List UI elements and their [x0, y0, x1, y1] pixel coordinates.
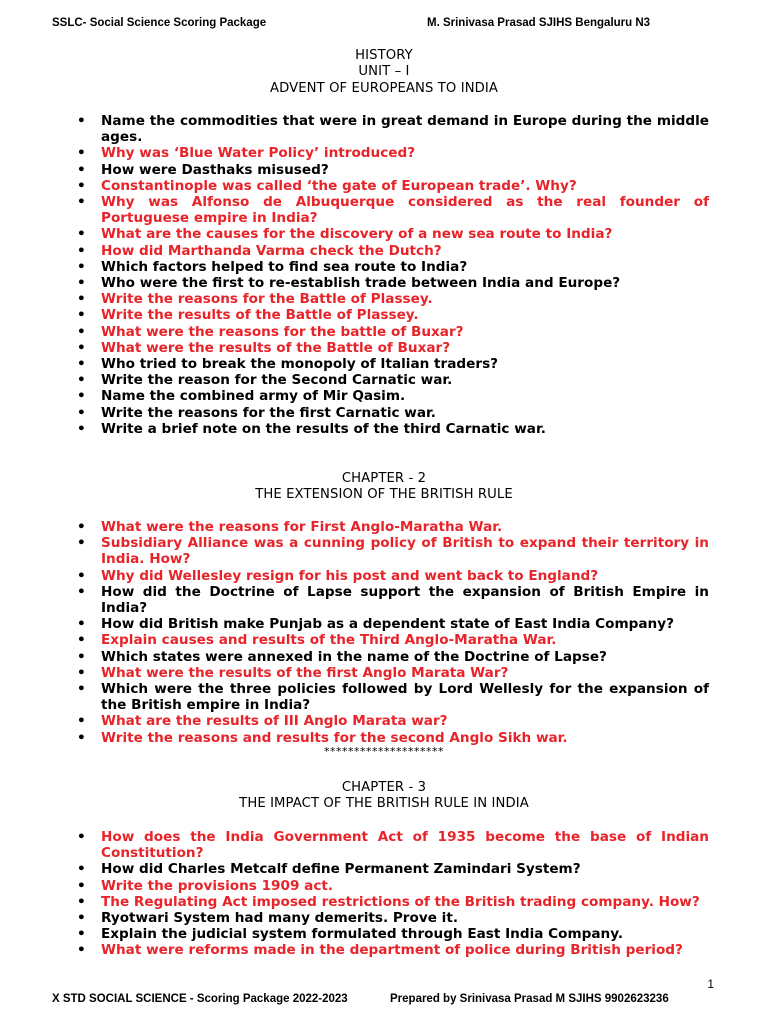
question-item: • Name the combined army of Mir Qasim.	[101, 388, 709, 404]
page-number: 1	[707, 977, 714, 991]
question-item: • How were Dasthaks misused?	[101, 162, 709, 178]
question-item: • What were the results of the first Anglo Marata War?	[101, 665, 709, 681]
chapter2-number: CHAPTER - 2	[341, 471, 427, 486]
history-question-list	[0, 113, 768, 437]
question-item: • Subsidiary Alliance was a cunning policy of British to expand their territory in India. How?	[101, 535, 709, 567]
question-item: • Constantinople was called ‘the gate of European trade’. Why?	[101, 178, 709, 194]
question-item: • Who tried to break the monopoly of Italian traders?	[101, 356, 709, 372]
section-separator: ********************	[324, 745, 444, 758]
chapter3-title: THE IMPACT OF THE BRITISH RULE IN INDIA	[239, 796, 529, 812]
footer-left: X STD SOCIAL SCIENCE - Scoring Package 2022-2023	[52, 993, 348, 1005]
chapter2-question-list	[0, 519, 768, 746]
question-item: • Which factors helped to find sea route to India?	[101, 259, 709, 275]
question-item: • How did British make Punjab as a dependent state of East India Company?	[101, 616, 709, 632]
header-left: SSLC- Social Science Scoring Package	[52, 17, 267, 29]
subject-title: HISTORY	[355, 48, 413, 63]
question-item: • Explain causes and results of the Third Anglo-Maratha War.	[101, 632, 709, 648]
question-item: • How did the Doctrine of Lapse support the expansion of British Empire in India?	[101, 584, 709, 616]
header-right: M. Srinivasa Prasad SJIHS Bengaluru N3	[427, 17, 651, 29]
question-item: • Why did Wellesley resign for his post and went back to England?	[101, 568, 709, 584]
question-item: • What were the reasons for First Anglo-Maratha War.	[101, 519, 709, 535]
question-item: • Write the reasons for the first Carnatic war.	[101, 405, 709, 421]
question-item: • What were the results of the Battle of Buxar?	[101, 340, 709, 356]
question-item: • Name the commodities that were in great demand in Europe during the middle ages.	[101, 113, 709, 145]
question-item: • Write the results of the Battle of Plassey.	[101, 307, 709, 323]
question-item: • What are the results of III Anglo Marata war?	[101, 713, 709, 729]
question-item: • Which states were annexed in the name of the Doctrine of Lapse?	[101, 649, 709, 665]
question-item: • The Regulating Act imposed restrictions of the British trading company. How?	[101, 894, 709, 910]
question-item: • Why was Alfonso de Albuquerque considered as the real founder of Portuguese empire in India?	[101, 194, 709, 226]
chapter3-question-list	[0, 829, 768, 959]
chapter1-title: ADVENT OF EUROPEANS TO INDIA	[269, 80, 499, 96]
question-item: • What were the reasons for the battle of Buxar?	[101, 324, 709, 340]
question-item: • Write the reasons for the Battle of Plassey.	[101, 291, 709, 307]
unit-title: UNIT – I	[358, 64, 410, 80]
question-item: • Which were the three policies followed by Lord Wellesly for the expansion of the British empire in India?	[101, 681, 709, 713]
question-item: • What were reforms made in the department of police during British period?	[101, 942, 709, 958]
question-item: • Write a brief note on the results of the third Carnatic war.	[101, 421, 709, 437]
footer-right: Prepared by Srinivasa Prasad M SJIHS 9902623236	[390, 993, 669, 1005]
chapter2-title: THE EXTENSION OF THE BRITISH RULE	[255, 487, 513, 503]
question-item: • How did Charles Metcalf define Permanent Zamindari System?	[101, 861, 709, 877]
question-item: • Who were the first to re-establish trade between India and Europe?	[101, 275, 709, 291]
page-footer	[52, 993, 728, 1009]
question-item: • Ryotwari System had many demerits. Prove it.	[101, 910, 709, 926]
question-item: • Why was ‘Blue Water Policy’ introduced?	[101, 145, 709, 161]
chapter2-heading	[0, 471, 768, 504]
question-item: • How does the India Government Act of 1935 become the base of Indian Constitution?	[101, 829, 709, 861]
history-heading	[0, 48, 768, 97]
question-item: • Write the reasons and results for the second Anglo Sikh war.	[101, 730, 709, 746]
chapter3-heading	[0, 780, 768, 813]
chapter3-number: CHAPTER - 3	[341, 780, 427, 795]
question-item: • What are the causes for the discovery of a new sea route to India?	[101, 226, 709, 242]
page-header	[52, 17, 728, 33]
question-item: • Write the reason for the Second Carnatic war.	[101, 372, 709, 388]
question-item: • Explain the judicial system formulated through East India Company.	[101, 926, 709, 942]
question-item: • How did Marthanda Varma check the Dutch?	[101, 243, 709, 259]
question-item: • Write the provisions 1909 act.	[101, 878, 709, 894]
